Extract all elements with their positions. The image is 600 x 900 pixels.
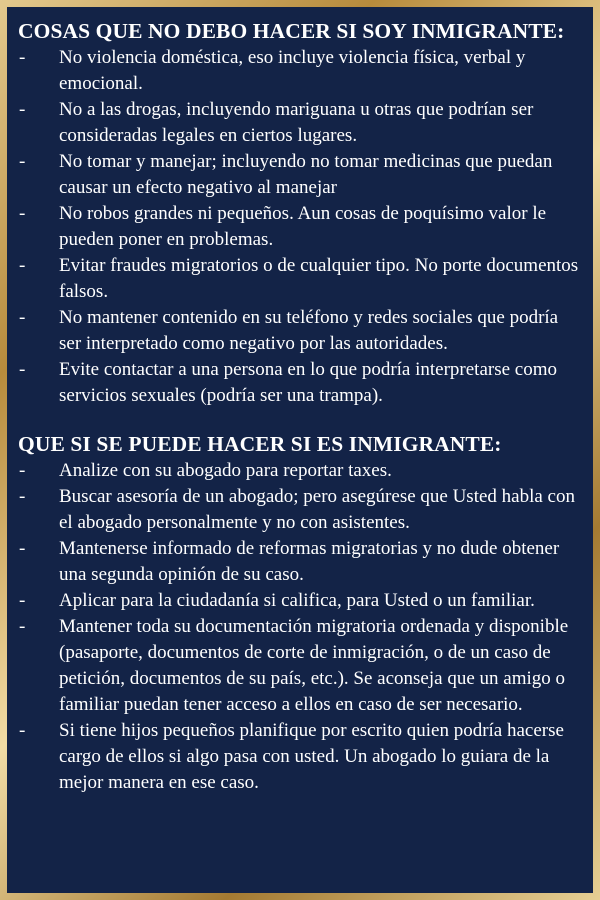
bullet-dash: -	[19, 486, 26, 507]
list-item-text: No a las drogas, incluyendo mariguana u otras que podrían ser consideradas legales en ciertos lugares.	[59, 99, 534, 146]
bullet-dash: -	[19, 151, 26, 172]
list-item	[18, 718, 583, 796]
bullet-dash: -	[19, 359, 26, 380]
list-item-text: Evitar fraudes migratorios o de cualquier tipo. No porte documentos falsos.	[59, 255, 579, 302]
bullet-dash: -	[19, 720, 26, 741]
section-heading-do: QUE SI SE PUEDE HACER SI ES INMIGRANTE:	[18, 432, 502, 456]
list-item-text: No mantener contenido en su teléfono y redes sociales que podría ser interpretado como negativo por las autoridades.	[59, 307, 559, 354]
bullet-dash: -	[19, 538, 26, 559]
list-item	[18, 484, 583, 536]
content-panel	[7, 7, 593, 893]
dont-list	[18, 45, 583, 409]
bullet-dash: -	[19, 255, 26, 276]
list-item-text: Analize con su abogado para reportar taxes.	[59, 460, 392, 481]
list-item	[18, 253, 583, 305]
list-item	[18, 201, 583, 253]
list-item	[18, 97, 583, 149]
do-list	[18, 458, 583, 796]
list-item	[18, 536, 583, 588]
list-item	[18, 357, 583, 409]
list-item	[18, 45, 583, 97]
list-item-text: Aplicar para la ciudadanía si califica, para Usted o un familiar.	[59, 590, 535, 611]
bullet-dash: -	[19, 203, 26, 224]
list-item-text: Buscar asesoría de un abogado; pero asegúrese que Usted habla con el abogado personalmente y no con asistentes.	[59, 486, 575, 533]
list-item	[18, 614, 583, 718]
bullet-dash: -	[19, 99, 26, 120]
bullet-dash: -	[19, 47, 26, 68]
list-item	[18, 149, 583, 201]
list-item-text: Evite contactar a una persona en lo que podría interpretarse como servicios sexuales (podría ser una trampa).	[59, 359, 558, 406]
list-item	[18, 305, 583, 357]
list-item-text: No robos grandes ni pequeños. Aun cosas de poquísimo valor le pueden poner en problemas.	[59, 203, 547, 250]
list-item	[18, 458, 583, 484]
list-item-text: No violencia doméstica, eso incluye violencia física, verbal y emocional.	[59, 47, 526, 94]
list-item	[18, 588, 583, 614]
list-item-text: Mantener toda su documentación migratoria ordenada y disponible (pasaporte, documentos de corte de inmigración, o de un caso de petición, documentos de su país, etc.). Se aconseja que un amigo o familiar puedan tener acceso a ellos en caso de ser necesario.	[59, 616, 569, 715]
bullet-dash: -	[19, 616, 26, 637]
list-item-text: Mantenerse informado de reformas migratorias y no dude obtener una segunda opinión de su caso.	[59, 538, 560, 585]
list-item-text: No tomar y manejar; incluyendo no tomar medicinas que puedan causar un efecto negativo al manejar	[59, 151, 553, 198]
section-heading-dont: COSAS QUE NO DEBO HACER SI SOY INMIGRANTE:	[18, 19, 565, 43]
bullet-dash: -	[19, 590, 26, 611]
bullet-dash: -	[19, 307, 26, 328]
list-item-text: Si tiene hijos pequeños planifique por escrito quien podría hacerse cargo de ellos si algo pasa con usted. Un abogado lo guiara de la mejor manera en ese caso.	[59, 720, 564, 793]
bullet-dash: -	[19, 460, 26, 481]
